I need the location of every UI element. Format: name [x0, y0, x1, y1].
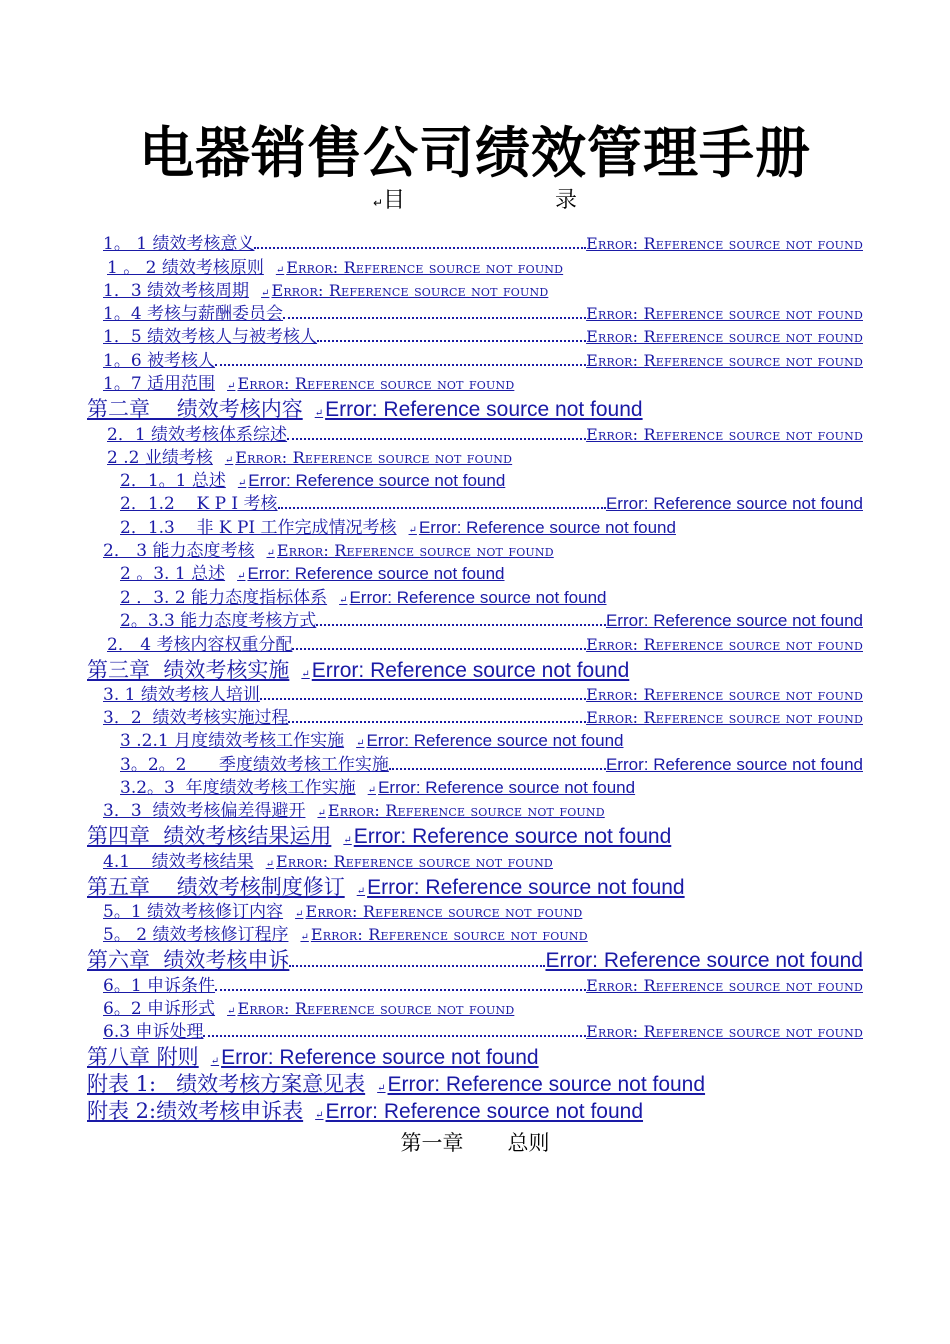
paragraph-mark: ↵ [237, 571, 246, 582]
toc-entry-label: 5。 2 绩效考核修订程序 [103, 925, 289, 945]
toc-entry-label: 6.3 申诉处理 [103, 1022, 204, 1042]
toc-entry-label: 2 。3. 1 总述 [120, 564, 226, 584]
toc-entry[interactable] [103, 799, 605, 822]
toc-entry[interactable] [120, 469, 505, 492]
toc-entry[interactable] [87, 656, 629, 684]
toc-entry-page-ref: Error: Reference source not found [235, 448, 513, 467]
toc-entry[interactable] [120, 492, 863, 515]
dot-leader [215, 364, 586, 366]
toc-entry[interactable] [120, 562, 505, 585]
toc-entry-label: 3.2。3 年度绩效考核工作实施 [120, 778, 356, 798]
toc-entry[interactable] [103, 900, 582, 923]
toc-entry-page-ref: Error: Reference source not found [378, 778, 636, 797]
toc-entry-label: 1。 1 绩效考核意义 [103, 234, 255, 254]
toc-entry-page-ref: Error: Reference source not found [248, 471, 506, 490]
toc-entry-page-ref: Error: Reference source not found [586, 234, 863, 253]
toc-entry-page-ref: Error: Reference source not found [387, 1073, 706, 1096]
toc-entry-label: 附表 1: 绩效考核方案意见表 [87, 1072, 366, 1096]
paragraph-mark: ↵ [210, 1056, 220, 1067]
dot-leader [278, 507, 606, 509]
toc-entry-label: 1 。 2 绩效考核原则 [107, 258, 264, 278]
toc-entry-page-ref: Error: Reference source not found [586, 1022, 863, 1041]
toc-entry[interactable] [87, 1097, 643, 1125]
paragraph-mark: ↵ [367, 785, 377, 796]
toc-entry-label: 3．2 绩效考核实施过程 [103, 708, 289, 728]
paragraph-mark: ↵ [227, 381, 236, 392]
toc-entry[interactable] [87, 395, 643, 423]
toc-entry[interactable] [107, 256, 563, 279]
paragraph-mark: ↵ [237, 478, 247, 489]
dot-leader [215, 989, 586, 991]
toc-heading-word-2: 录 [555, 188, 578, 213]
toc-entry-label: 1。6 被考核人 [103, 351, 216, 371]
toc-entry-page-ref: Error: Reference source not found [418, 518, 676, 537]
toc-entry-page-ref: Error: Reference source not found [586, 304, 863, 323]
toc-entry-label: 1。7 适用范围 [103, 374, 216, 394]
toc-entry-label: 6。2 申诉形式 [103, 999, 216, 1019]
toc-entry-page-ref: Error: Reference source not found [349, 588, 607, 607]
dot-leader [292, 648, 586, 650]
toc-entry-page-ref: Error: Reference source not found [366, 731, 624, 750]
chapter-title: 总则 [507, 1131, 550, 1155]
chapter-heading [0, 1128, 950, 1158]
toc-entry-page-ref: Error: Reference source not found [221, 1046, 539, 1069]
toc-entry-label: 第五章 绩效考核制度修订 [87, 875, 345, 899]
dot-leader [289, 965, 545, 967]
toc-entry-page-ref: Error: Reference source not found [305, 902, 583, 921]
toc-entry-label: 6。1 申诉条件 [103, 976, 216, 996]
paragraph-mark: ↵ [408, 525, 417, 536]
toc-entry[interactable] [87, 873, 685, 901]
toc-entry[interactable] [103, 302, 863, 325]
toc-entry-page-ref: Error: Reference source not found [605, 494, 863, 513]
toc-entry-label: 4.1 绩效考核结果 [103, 852, 254, 872]
toc-entry[interactable] [103, 974, 863, 997]
toc-entry-page-ref: Error: Reference source not found [327, 801, 605, 820]
paragraph-mark: ↵ [275, 265, 285, 276]
paragraph-mark: ↵ [377, 1083, 386, 1094]
toc-entry[interactable] [107, 633, 863, 656]
toc-entry-label: 2．1 绩效考核体系综述 [107, 425, 288, 445]
toc-entry-label: 第八章 附则 [87, 1045, 199, 1069]
toc-entry-page-ref: Error: Reference source not found [586, 327, 863, 346]
toc-entry-label: 第三章 绩效考核实施 [87, 658, 290, 682]
toc-entry-page-ref: Error: Reference source not found [586, 635, 863, 654]
toc-entry[interactable] [120, 609, 863, 632]
toc-entry-page-ref: Error: Reference source not found [311, 659, 630, 682]
dot-leader [283, 317, 586, 319]
toc-entry-label: 2 .2 业绩考核 [107, 448, 213, 468]
toc-entry-label: 3．3 绩效考核偏差得避开 [103, 801, 306, 821]
paragraph-mark: ↵ [339, 595, 348, 606]
toc-entry-page-ref: Error: Reference source not found [545, 949, 863, 972]
dot-leader [316, 624, 606, 626]
toc-entry-page-ref: Error: Reference source not found [310, 925, 588, 944]
toc-entry[interactable] [87, 1043, 539, 1071]
toc-entry[interactable] [103, 539, 554, 562]
toc-entry[interactable] [103, 1020, 863, 1043]
toc-entry-page-ref: Error: Reference source not found [353, 825, 672, 848]
toc-entry-label: 1．5 绩效考核人与被考核人 [103, 327, 318, 347]
toc-entry[interactable] [103, 279, 548, 302]
toc-entry[interactable] [103, 997, 514, 1020]
toc-entry[interactable] [87, 1070, 705, 1098]
toc-entry[interactable] [103, 706, 863, 729]
toc-entry-page-ref: Error: Reference source not found [237, 374, 515, 393]
toc-entry[interactable] [103, 683, 863, 706]
toc-entry[interactable] [107, 446, 512, 469]
dot-leader [260, 698, 586, 700]
toc-entry[interactable] [87, 946, 863, 974]
toc-entry[interactable] [107, 423, 863, 446]
toc-entry-page-ref: Error: Reference source not found [586, 685, 863, 704]
toc-entry-label: 2．1。1 总述 [120, 471, 226, 491]
toc-entry-label: 3. 1 绩效考核人培训 [103, 685, 260, 705]
dot-leader [288, 721, 586, 723]
toc-entry[interactable] [120, 753, 863, 776]
toc-heading-word-1: 目 [383, 188, 406, 213]
toc-entry-page-ref: Error: Reference source not found [286, 258, 564, 277]
toc-entry-label: 3。2。2 季度绩效考核工作实施 [120, 755, 389, 775]
toc-entry-page-ref: Error: Reference source not found [605, 755, 863, 774]
paragraph-mark: ↵ [314, 408, 324, 419]
toc-entry-page-ref: Error: Reference source not found [237, 999, 515, 1018]
toc-entry[interactable] [103, 325, 863, 348]
paragraph-mark: ↵ [227, 1006, 236, 1017]
toc-entry-label: 1．3 绩效考核周期 [103, 281, 250, 301]
toc-entry-label: 2。3.3 能力态度考核方式 [120, 611, 317, 631]
toc-entry-label: 2． 3 能力态度考核 [103, 541, 255, 561]
toc-entry-label: 2．1.3 非 K PI 工作完成情况考核 [120, 518, 397, 538]
toc-entry[interactable] [87, 822, 671, 850]
toc-entry-label: 第四章 绩效考核结果运用 [87, 824, 332, 848]
toc-entry-label: 第六章 绩效考核申诉 [87, 948, 290, 972]
toc-entry-page-ref: Error: Reference source not found [271, 281, 549, 300]
toc-entry-label: 5。1 绩效考核修订内容 [103, 902, 284, 922]
paragraph-mark: ↵ [356, 738, 365, 749]
paragraph-mark: ↵ [356, 886, 366, 897]
toc-entry-page-ref: Error: Reference source not found [325, 1100, 644, 1123]
toc-entry[interactable] [103, 923, 588, 946]
toc-entry-label: 2 ．3. 2 能力态度指标体系 [120, 588, 328, 608]
toc-entry[interactable] [120, 776, 635, 799]
dot-leader [203, 1035, 586, 1037]
toc-entry[interactable] [103, 349, 863, 372]
document-title: 电器销售公司绩效管理手册 [138, 121, 811, 185]
toc-entry-page-ref: Error: Reference source not found [367, 876, 685, 899]
toc-entry-label: 2． 4 考核内容权重分配 [107, 635, 293, 655]
paragraph-mark: ↵ [266, 548, 275, 559]
paragraph-mark: ↵ [261, 288, 270, 299]
toc-entry-page-ref: Error: Reference source not found [276, 852, 553, 871]
paragraph-mark: ↵ [265, 859, 275, 870]
toc-entry-label: 3 .2.1 月度绩效考核工作实施 [120, 731, 345, 751]
toc-entry[interactable] [120, 586, 607, 609]
toc-entry[interactable] [103, 232, 863, 255]
toc-entry-label: 1。4 考核与薪酬委员会 [103, 304, 284, 324]
paragraph-mark: ↵ [295, 909, 304, 920]
toc-entry-page-ref: Error: Reference source not found [325, 398, 643, 421]
toc-heading [0, 186, 950, 218]
toc-entry[interactable] [120, 729, 624, 752]
toc-entry[interactable] [103, 850, 553, 873]
dot-leader [317, 340, 586, 342]
dot-leader [389, 768, 606, 770]
toc-entry-page-ref: Error: Reference source not found [247, 564, 505, 583]
paragraph-mark: ↵ [372, 196, 384, 210]
paragraph-mark: ↵ [300, 932, 309, 943]
paragraph-mark: ↵ [343, 835, 352, 846]
paragraph-mark: ↵ [301, 669, 310, 680]
paragraph-mark: ↵ [224, 455, 234, 466]
dot-leader [287, 438, 586, 440]
toc-entry-page-ref: Error: Reference source not found [605, 611, 863, 630]
toc-entry-page-ref: Error: Reference source not found [586, 425, 863, 444]
toc-entry-label: 第二章 绩效考核内容 [87, 397, 303, 421]
paragraph-mark: ↵ [315, 1110, 324, 1121]
paragraph-mark: ↵ [317, 808, 326, 819]
chapter-number: 第一章 [400, 1131, 464, 1155]
toc-entry-label: 2．1.2 K P I 考核 [120, 494, 278, 514]
toc-entry-page-ref: Error: Reference source not found [586, 976, 863, 995]
toc-entry-page-ref: Error: Reference source not found [586, 351, 863, 370]
toc-entry-page-ref: Error: Reference source not found [586, 708, 863, 727]
toc-entry-page-ref: Error: Reference source not found [276, 541, 554, 560]
toc-entry-label: 附表 2:绩效考核申诉表 [87, 1099, 304, 1123]
toc-entry[interactable] [120, 516, 676, 539]
dot-leader [254, 247, 586, 249]
toc-entry[interactable] [103, 372, 514, 395]
